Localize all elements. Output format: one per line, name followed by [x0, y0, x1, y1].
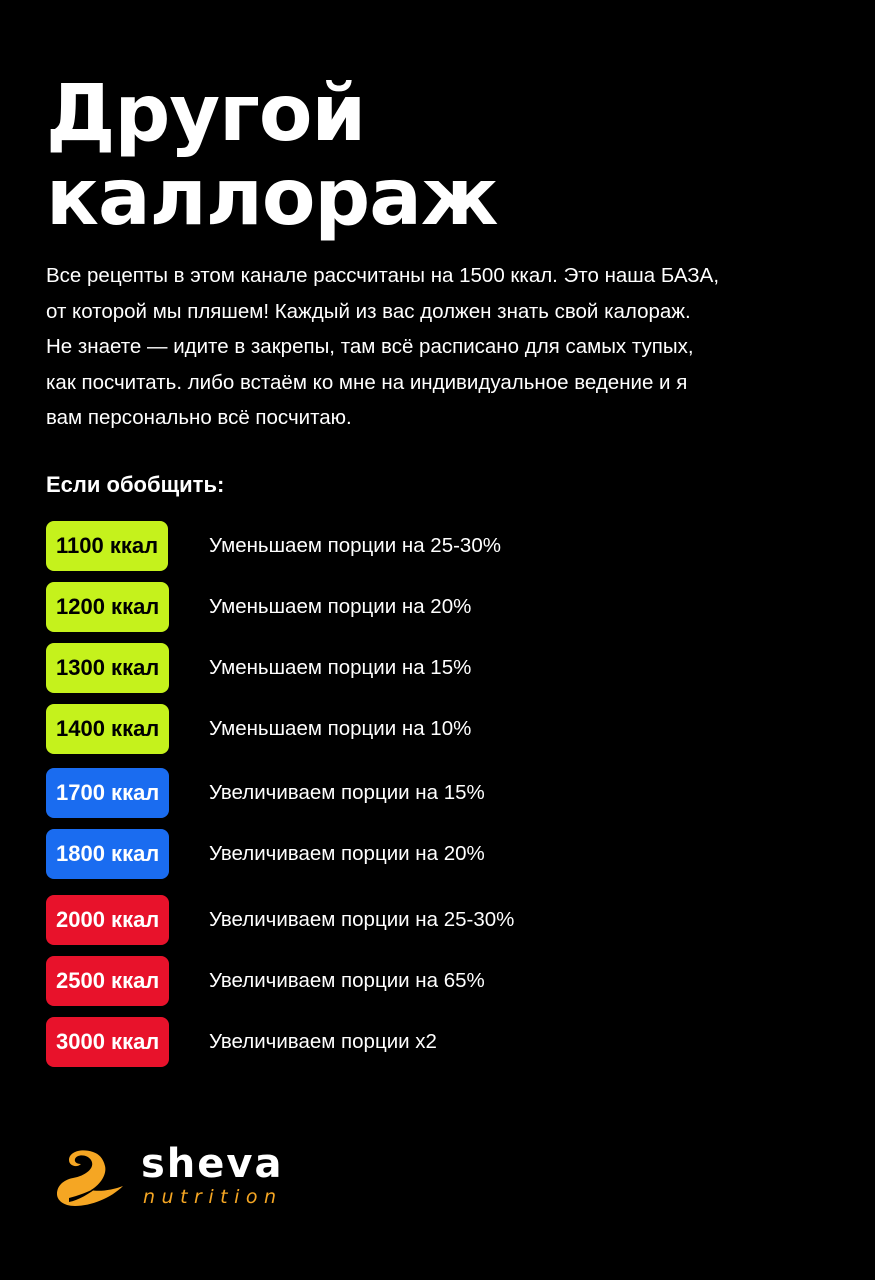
calorie-badge: 3000 ккал: [46, 1017, 169, 1067]
intro-line: Все рецепты в этом канале рассчитаны на 1500 ккал. Это наша БАЗА,: [46, 264, 720, 287]
calorie-row: [46, 829, 826, 879]
intro-line: от которой мы пляшем! Каждый из вас должен знать свой калораж.: [46, 299, 691, 323]
portion-instruction: Уменьшаем порции на 10%: [209, 717, 472, 740]
title-line-2: каллораж: [46, 153, 498, 243]
calorie-row: [46, 768, 826, 818]
portion-instruction: Увеличиваем порции х2: [209, 1030, 437, 1053]
portion-instruction: Уменьшаем порции на 15%: [209, 656, 472, 679]
calorie-badge: 1800 ккал: [46, 829, 169, 879]
page-title: [46, 69, 498, 243]
portion-instruction: Увеличиваем порции на 25-30%: [209, 908, 515, 931]
brand-subtitle: nutrition: [143, 1186, 283, 1208]
calorie-badge: 2000 ккал: [46, 895, 169, 945]
intro-line: как посчитать. либо встаём ко мне на индивидуальное ведение и я: [46, 370, 688, 394]
calorie-badge: 1300 ккал: [46, 643, 169, 693]
calorie-row: [46, 1017, 826, 1067]
summary-heading: Если обобщить:: [46, 472, 225, 497]
portion-instruction: Увеличиваем порции на 65%: [209, 969, 485, 992]
calorie-list: [46, 521, 826, 1078]
title-line-1: Другой: [46, 69, 366, 159]
brand-logo: [55, 1141, 355, 1216]
calorie-row: [46, 956, 826, 1006]
calorie-row: [46, 582, 826, 632]
portion-instruction: Увеличиваем порции на 20%: [209, 842, 485, 865]
intro-line: Не знаете — идите в закрепы, там всё расписано для самых тупых,: [46, 335, 694, 358]
calorie-row: [46, 643, 826, 693]
portion-instruction: Увеличиваем порции на 15%: [209, 781, 485, 804]
intro-paragraph: [46, 258, 836, 436]
portion-instruction: Уменьшаем порции на 25-30%: [209, 534, 501, 557]
calorie-badge: 1100 ккал: [46, 521, 168, 571]
intro-line: вам персонально всё посчитаю.: [46, 406, 352, 429]
calorie-badge: 1200 ккал: [46, 582, 169, 632]
swan-logo-icon: [55, 1146, 127, 1210]
calorie-row: [46, 704, 826, 754]
calorie-badge: 1400 ккал: [46, 704, 169, 754]
calorie-badge: 2500 ккал: [46, 956, 169, 1006]
portion-instruction: Уменьшаем порции на 20%: [209, 595, 472, 618]
calorie-badge: 1700 ккал: [46, 768, 169, 818]
calorie-row: [46, 895, 826, 945]
calorie-row: [46, 521, 826, 571]
brand-name: sheva: [141, 1141, 284, 1187]
